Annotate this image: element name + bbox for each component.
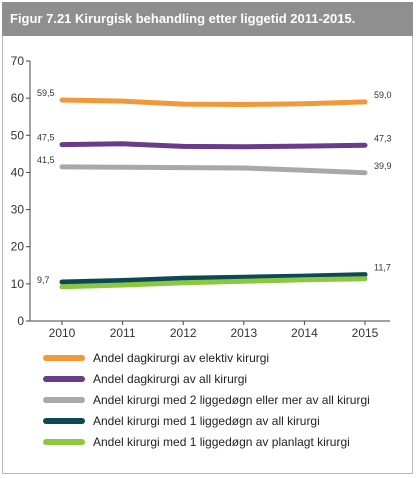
x-tick-label: 2010 <box>48 326 76 340</box>
chart-axes <box>11 54 390 340</box>
chart-data-labels <box>37 88 392 285</box>
data-label-end-4: 11,7 <box>374 262 391 273</box>
y-tick-label: 10 <box>10 276 24 291</box>
data-label-end-3: 39,9 <box>374 160 392 171</box>
x-tick-label: 2011 <box>109 326 136 340</box>
data-label-start-1: 59,5 <box>37 88 55 98</box>
x-tick-label: 2012 <box>169 326 197 340</box>
data-label-end-2: 47,3 <box>374 133 392 144</box>
y-tick-label: 70 <box>10 54 24 68</box>
legend-label-5: Andel kirurgi med 1 liggedøgn av planlagt kirurgi <box>93 435 350 449</box>
legend-label-4: Andel kirurgi med 1 liggedøgn av all kirurgi <box>93 414 320 428</box>
figure-title: Figur 7.21 Kirurgisk behandling etter liggetid 2011-2015. <box>10 11 356 26</box>
data-label-start-3: 41,5 <box>37 154 55 165</box>
legend-label-3: Andel kirurgi med 2 liggedøgn eller mer av all kirurgi <box>93 393 370 407</box>
x-tick-label: 2013 <box>230 326 258 340</box>
y-tick-label: 20 <box>10 239 24 254</box>
x-tick-label: 2015 <box>351 326 379 340</box>
chart-legend <box>46 351 370 449</box>
data-label-start-5: 9,7 <box>37 274 50 285</box>
data-label-end-1: 59,0 <box>374 89 392 100</box>
series-line-2 <box>62 144 365 147</box>
y-tick-label: 0 <box>17 314 24 328</box>
data-label-start-2: 47,5 <box>37 132 55 143</box>
series-line-3 <box>62 167 365 173</box>
legend-label-1: Andel dagkirurgi av elektiv kirurgi <box>93 351 270 365</box>
y-tick-label: 50 <box>10 128 24 143</box>
series-line-1 <box>62 100 365 105</box>
legend-label-2: Andel dagkirurgi av all kirurgi <box>93 372 248 386</box>
x-tick-label: 2014 <box>291 326 318 340</box>
chart-series <box>62 100 365 287</box>
y-tick-label: 30 <box>10 202 24 217</box>
y-tick-label: 40 <box>10 165 24 180</box>
y-tick-label: 60 <box>10 91 24 106</box>
